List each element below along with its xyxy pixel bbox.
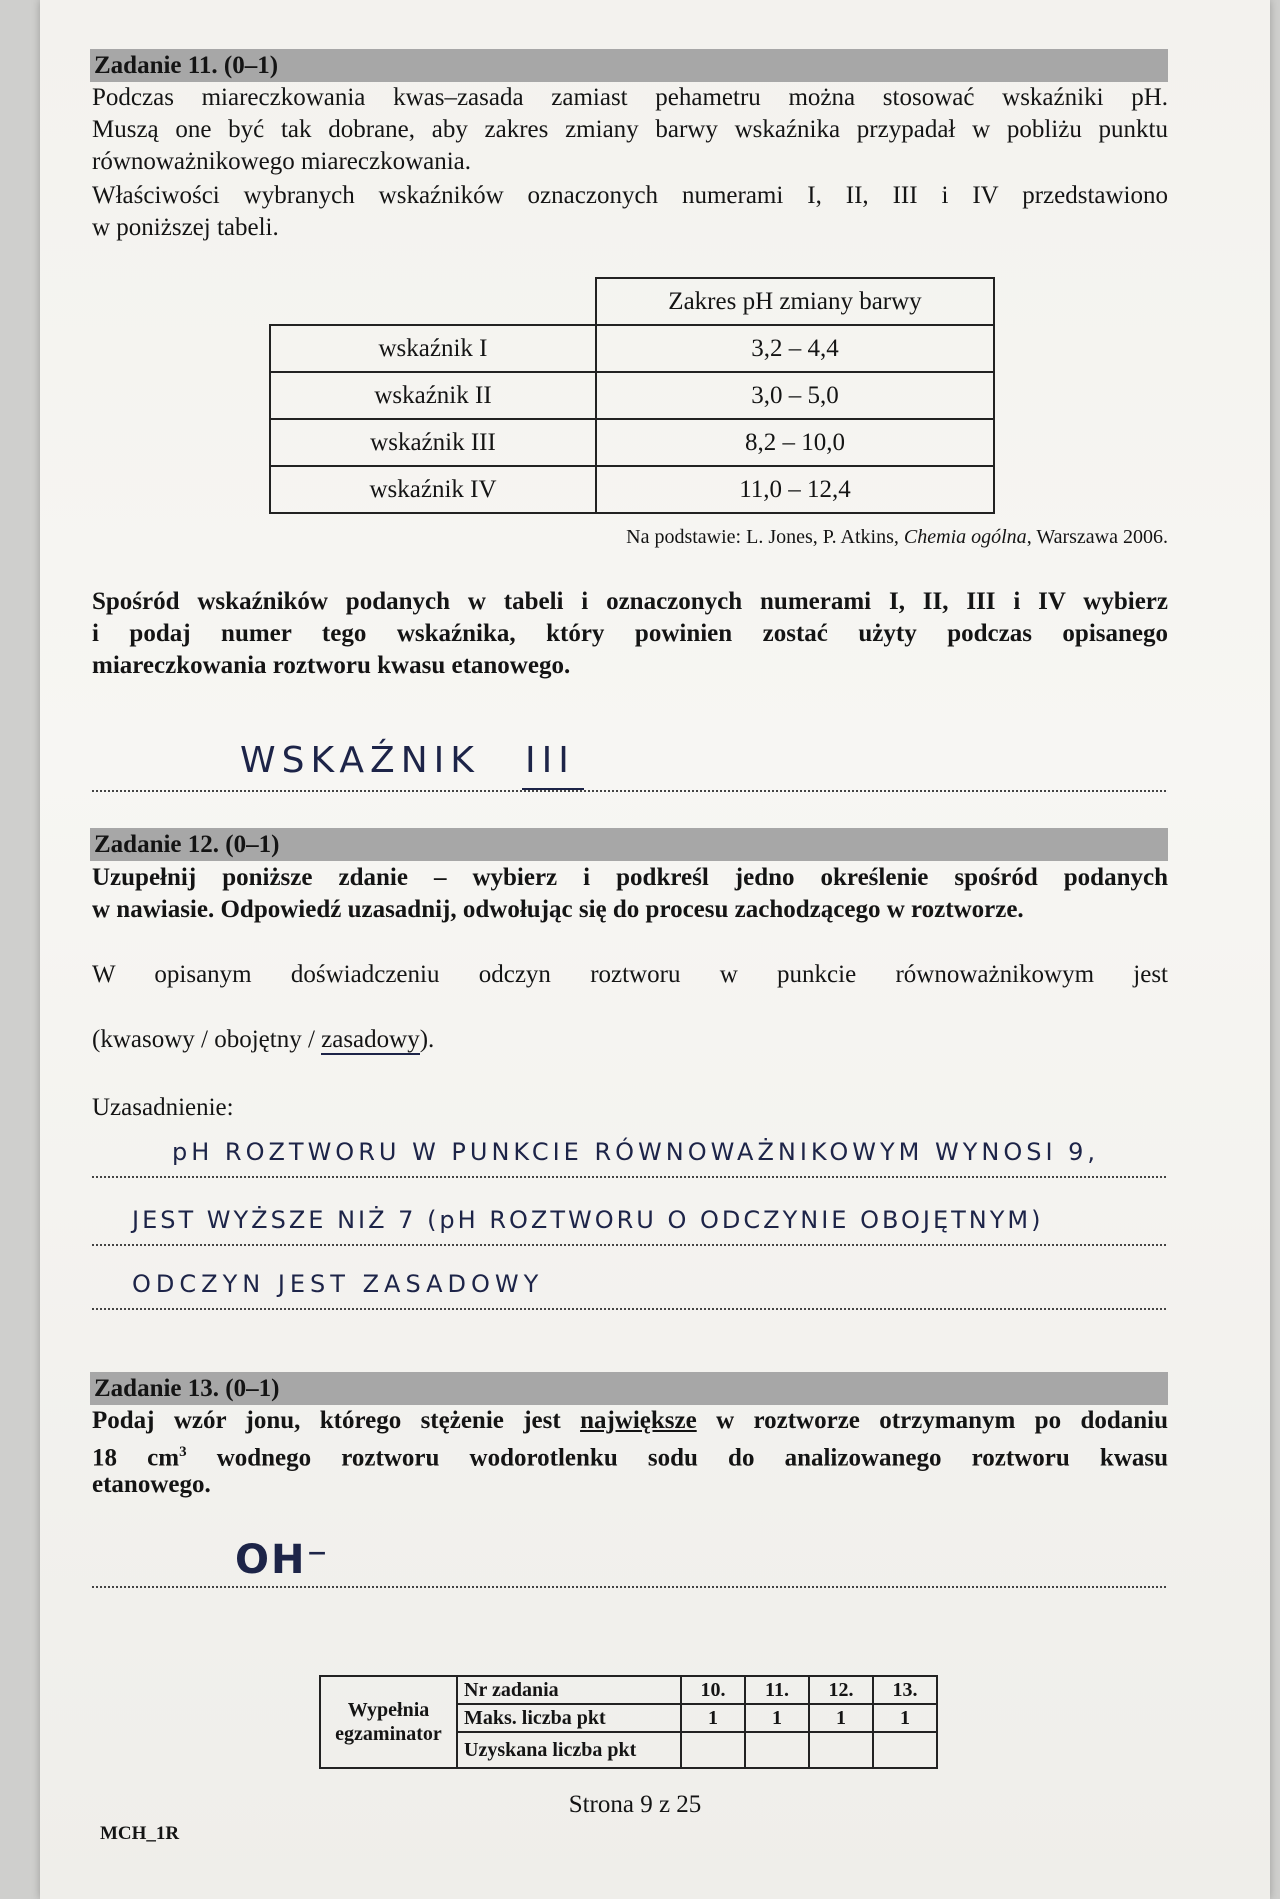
options-open: (kwasowy / obojętny / [92,1026,322,1053]
q1-before: Podaj wzór jonu, którego stężenie jest [92,1407,581,1434]
task11-intro-line-3: równoważnikowego miareczkowania. [92,148,472,175]
indicator-range: 8,2 – 10,0 [596,419,994,466]
task11-intro-line-1: Podczas miareczkowania kwas–zasada zamiast pehametru można stosować wskaźniki pH. [92,84,1168,111]
max-points: 1 [809,1704,873,1732]
q1-emphasis: największe [580,1407,697,1434]
justification-hand-line-2: JEST WYŻSZE NIŻ 7 (pH ROZTWORU O ODCZYNIE OBOJĘTNYM) [132,1206,1044,1234]
max-points: 1 [873,1704,937,1732]
indicator-name: wskaźnik IV [270,466,596,513]
obtained-points-cell[interactable] [873,1732,937,1768]
obtained-points-cell[interactable] [681,1732,745,1768]
obtained-points-cell[interactable] [745,1732,809,1768]
page-number: Strona 9 z 25 [568,1791,702,1818]
task-number: 10. [681,1676,745,1704]
task11-question-line-1: Spośród wskaźników podanych w tabeli i oznaczonych numerami I, II, III i IV wybierz [92,588,1168,615]
q2-rest: wodnego roztworu wodorotlenku sodu do analizowanego roztworu kwasu [186,1444,1169,1472]
score-table [319,1675,938,1769]
indicator-name: wskaźnik II [270,372,596,419]
q1-after: w roztworze otrzymanym po dodaniu [696,1407,1169,1434]
indicator-range: 3,2 – 4,4 [596,325,994,372]
exam-code: MCH_1R [100,1823,180,1844]
score-label-line-2: egzaminator [335,1723,442,1745]
task13-question-line-2 [92,1437,1168,1473]
task13-handwritten-answer: OH⁻ [235,1537,330,1583]
answer-line[interactable] [92,1176,1166,1178]
task13-header: Zadanie 13. (0–1) [90,1372,1168,1405]
task12-instruction-line-2: w nawiasie. Odpowiedź uzasadnij, odwołując się do procesu zachodzącego w roztworze. [92,896,1024,923]
exam-page [40,0,1270,1899]
source-suffix: , Warszawa 2006. [1026,526,1168,548]
answer-line[interactable] [92,1586,1166,1588]
answer-line[interactable] [92,1244,1166,1246]
table-row [270,466,994,513]
task11-intro-line-4: Właściwości wybranych wskaźników oznaczonych numerami I, II, III i IV przedstawiono [92,182,1168,209]
task-number: 11. [745,1676,809,1704]
row-label-task: Nr zadania [457,1676,681,1704]
task12-instruction-line-1: Uzupełnij poniższe zdanie – wybierz i podkreśl jedno określenie spośród podanych [92,864,1168,891]
task12-options [92,1024,1168,1055]
selected-option[interactable]: zasadowy [321,1026,420,1053]
task-number: 13. [873,1676,937,1704]
row-label-max: Maks. liczba pkt [457,1704,681,1732]
indicator-table-column-header: Zakres pH zmiany barwy [596,278,994,325]
task12-sentence: W opisanym doświadczeniu odczyn roztworu w punkcie równoważnikowym jest [92,961,1168,988]
indicator-range: 11,0 – 12,4 [596,466,994,513]
indicator-table-corner [270,278,596,325]
task13-question-line-3: etanowego. [92,1471,211,1498]
answer-line[interactable] [92,1308,1166,1310]
max-points: 1 [745,1704,809,1732]
task11-intro-line-5: w poniższej tabeli. [92,214,279,241]
indicator-table [269,277,995,514]
task13-question-line-1 [92,1405,1168,1436]
q2-volume: 18 cm [92,1444,180,1472]
indicator-range: 3,0 – 5,0 [596,372,994,419]
task11-question-line-2: i podaj numer tego wskaźnika, który powinien zostać użyty podczas opisanego [92,620,1168,647]
options-close: ). [419,1026,435,1053]
answer-line[interactable] [92,790,1166,792]
task12-header: Zadanie 12. (0–1) [90,828,1168,861]
justification-hand-line-3: ODCZYN JEST ZASADOWY [132,1270,544,1298]
q2-superscript: 3 [179,1444,187,1460]
table-row [320,1676,937,1704]
task-number: 12. [809,1676,873,1704]
table-row [270,372,994,419]
source-title: Chemia ogólna [903,526,1027,548]
table-row [270,419,994,466]
source-prefix: Na podstawie: L. Jones, P. Atkins, [626,526,904,548]
row-label-obtained: Uzyskana liczba pkt [457,1732,681,1768]
justification-hand-line-1: pH ROZTWORU W PUNKCIE RÓWNOWAŻNIKOWYM WYNOSI 9, [172,1138,1100,1166]
score-label-line-1: Wypełnia [347,1699,430,1721]
table-row [270,325,994,372]
task11-intro-line-2: Muszą one być tak dobrane, aby zakres zmiany barwy wskaźnika przypadał w pobliżu punktu [92,116,1168,143]
justification-label: Uzasadnienie: [92,1094,234,1121]
obtained-points-cell[interactable] [809,1732,873,1768]
max-points: 1 [681,1704,745,1732]
task11-handwritten-answer: WSKAŹNIK [240,740,480,781]
task11-header: Zadanie 11. (0–1) [90,49,1168,82]
task11-question-line-3: miareczkowania roztworu kwasu etanowego. [92,652,571,679]
task11-handwritten-number: III [525,740,575,781]
indicator-table-header-row [270,278,994,325]
indicator-name: wskaźnik I [270,325,596,372]
indicator-name: wskaźnik III [270,419,596,466]
table-source [92,522,1168,553]
score-table-label [320,1676,457,1768]
